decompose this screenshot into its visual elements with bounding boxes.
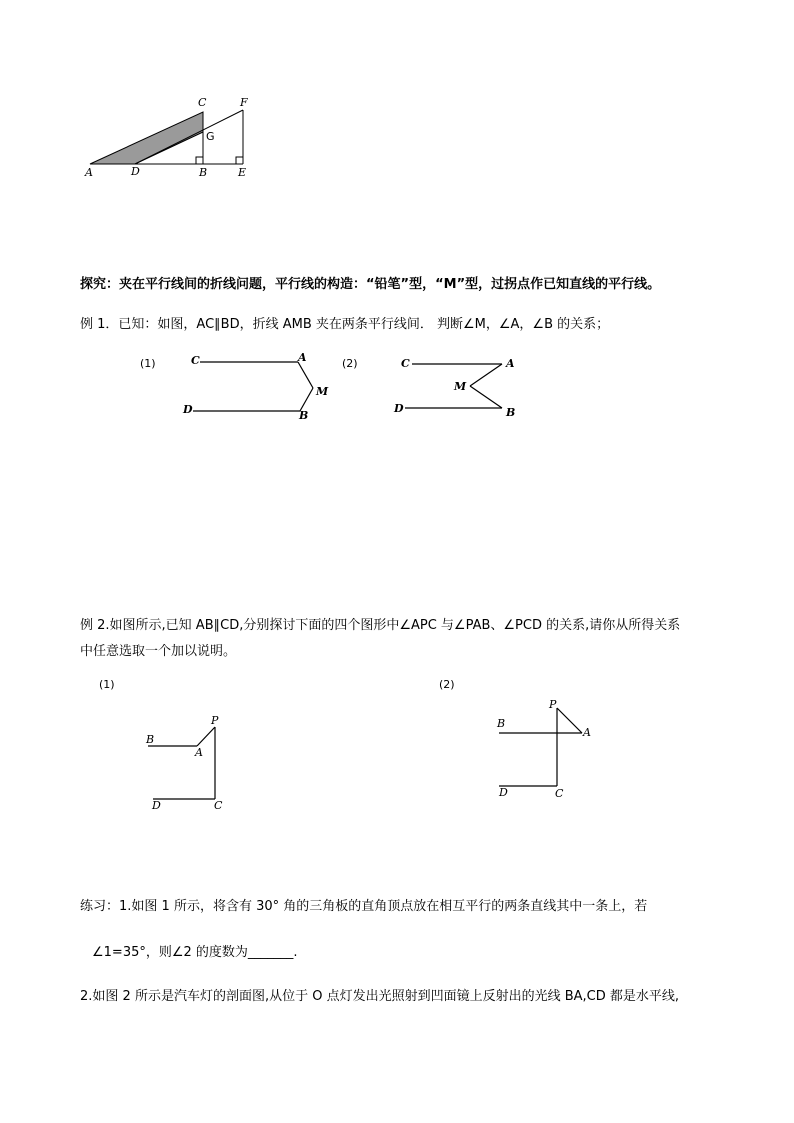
practice-line-2: ∠1=35°，则∠2 的度数为_______.: [92, 945, 298, 960]
point-label-a: A: [506, 357, 515, 370]
point-label-d: D: [152, 799, 161, 812]
example1-text: 例 1．已知：如图，AC∥BD，折线 AMB 夹在两条平行线间． 判断∠M，∠A，∠B 的关系；: [80, 317, 610, 332]
point-label-c: C: [214, 799, 223, 812]
point-label-b: B: [497, 717, 506, 730]
point-label-c: C: [401, 357, 410, 370]
point-label-c: C: [198, 96, 207, 109]
point-label-m: M: [316, 385, 329, 398]
figure-top: [80, 90, 260, 185]
example2-figure-2-drawing: [435, 675, 615, 815]
figure-number: (2): [342, 357, 358, 370]
point-label-m: M: [454, 380, 467, 393]
point-label-g: G: [206, 130, 215, 143]
point-label-b: B: [199, 166, 208, 179]
example2-figure-1: [95, 675, 245, 820]
section-heading: 探究：夹在平行线间的折线问题，平行线的构造：“铅笔”型，“M”型，过拐点作已知直线的平行线。: [80, 277, 661, 292]
point-label-a: A: [583, 726, 591, 739]
figure-number: (2): [439, 678, 455, 691]
point-label-d: D: [183, 403, 193, 416]
point-label-b: B: [299, 409, 309, 422]
figure-number: (1): [99, 678, 115, 691]
point-label-a: A: [195, 746, 203, 759]
point-label-a: A: [298, 351, 307, 364]
example2-figure-2: [435, 675, 615, 815]
example1-figure-1: [135, 345, 335, 425]
point-label-d: D: [394, 402, 404, 415]
point-label-f: F: [240, 96, 248, 109]
example1-figure-2: [340, 345, 540, 425]
example2-line-1: 例 2.如图所示,已知 AB∥CD,分别探讨下面的四个图形中∠APC 与∠PAB、∠PCD 的关系,请你从所得关系: [80, 618, 681, 633]
practice-line-1: 练习：1.如图 1 所示，将含有 30° 角的三角板的直角顶点放在相互平行的两条直线其中一条上，若: [80, 899, 648, 914]
point-label-b: B: [146, 733, 155, 746]
figure-top-drawing: [80, 90, 260, 185]
example2-line-2: 中任意选取一个加以说明。: [80, 644, 237, 659]
figure-number: (1): [140, 357, 156, 370]
point-label-p: P: [549, 698, 557, 711]
practice-line-3: 2.如图 2 所示是汽车灯的剖面图,从位于 O 点灯发出光照射到凹面镜上反射出的光线 BA,CD 都是水平线,: [80, 989, 679, 1004]
point-label-d: D: [499, 786, 508, 799]
example2-figure-1-drawing: [95, 675, 245, 820]
point-label-b: B: [506, 406, 516, 419]
point-label-p: P: [211, 714, 219, 727]
point-label-a: A: [85, 166, 93, 179]
point-label-c: C: [555, 787, 564, 800]
point-label-d: D: [131, 165, 140, 178]
point-label-c: C: [191, 354, 200, 367]
point-label-e: E: [238, 166, 247, 179]
